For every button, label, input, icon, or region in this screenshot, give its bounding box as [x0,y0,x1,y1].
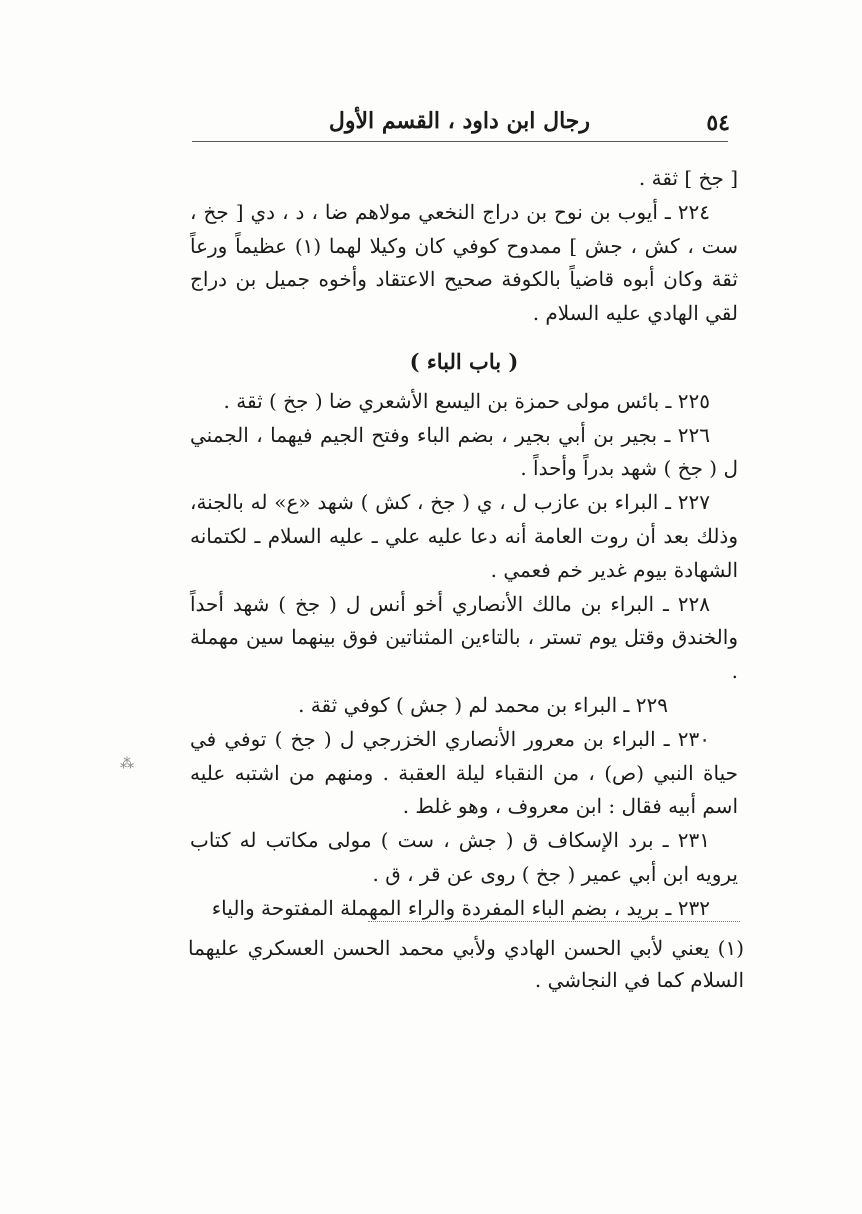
entry-228: ٢٢٨ ـ البراء بن مالك الأنصاري أخو أنس ل ( جخ ) شهد أحداً والخندق وقتل يوم تستر ، بالتاءين المثناتين فوق بينهما سين مهملة . [190,591,738,684]
footnote-text: (١) يعني لأبي الحسن الهادي ولأبي محمد الحسن العسكري عليهما السلام كما في النجاشي . [188,936,744,992]
header-rule [192,141,728,142]
entry-226: ٢٢٦ ـ بجير بن أبي بجير ، بضم الباء وفتح الجيم فيهما ، الجمني ل ( جخ ) شهد بدراً وأحداً . [190,422,738,481]
page-number: ٥٤ [706,110,730,136]
body-text [190,162,738,926]
running-title: رجال ابن داود ، القسم الأول [328,108,590,134]
entry-229: ٢٢٩ ـ البراء بن محمد لم ( جش ) كوفي ثقة . [298,692,668,717]
entry-225: ٢٢٥ ـ بائس مولى حمزة بن اليسع الأشعري ضا ( جخ ) ثقة . [223,388,710,413]
paragraph: [ جخ ] ثقة . [638,166,738,190]
entry-227: ٢٢٧ ـ البراء بن عازب ل ، ي ( جخ ، كش ) شهد «ع» له بالجنة، وذلك بعد أن روت العامة أنه دعا عليه علي ـ عليه السلام ـ لكتمانه الشهادة بيوم غدير خم فعمي . [190,490,738,582]
footnote [188,932,744,996]
margin-speck: ⁂ [120,756,134,772]
entry-231: ٢٣١ ـ برد الإسكاف ق ( جش ، ست ) مولى مكاتب له كتاب يرويه ابن أبي عمير ( جخ ) روى عن قر ، ق . [190,828,738,886]
page-header [190,104,730,138]
entry-230: ٢٣٠ ـ البراء بن معرور الأنصاري الخزرجي ل ( جخ ) توفي في حياة النبي (ص) ، من النقباء ليلة العقبة . ومنهم من اشتبه عليه اسم أبيه فقال : ابن معروف ، وهو غلط . [190,726,738,819]
entry-224: ٢٢٤ ـ أيوب بن نوح بن دراج النخعي مولاهم ضا ، د ، دي [ جخ ، ست ، كش ، جش ] ممدوح كوفي كان وكيلا لهما (١) عظيماً ورعاً ثقة وكان أبوه قاضياً بالكوفة صحيح الاعتقاد وأخوه جميل بن دراج لقي الهادي عليه السلام . [190,199,738,326]
footnote-rule [368,921,740,922]
section-heading: ( باب الباء ) [409,348,519,374]
entry-232: ٢٣٢ ـ بريد ، بضم الباء المفردة والراء المهملة المفتوحة والياء [211,895,710,920]
